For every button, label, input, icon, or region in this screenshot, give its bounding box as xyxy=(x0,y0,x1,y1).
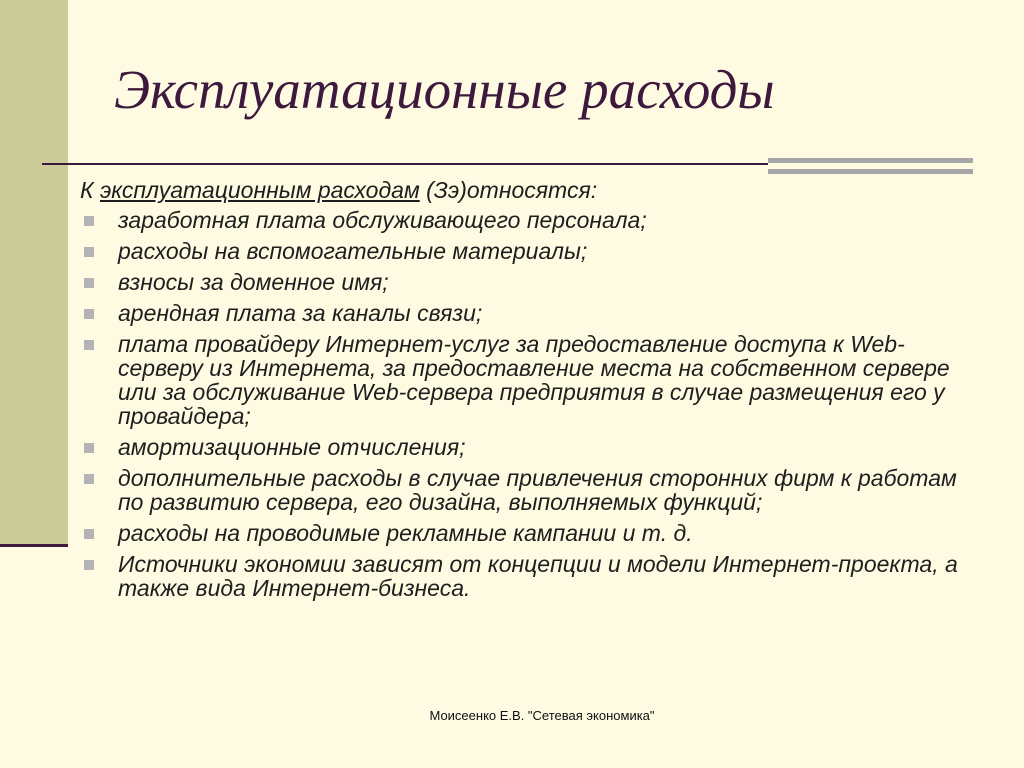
bullet-item-domain xyxy=(80,270,980,294)
intro-prefix: К xyxy=(80,177,100,203)
bullet-text: расходы на проводимые рекламные кампании и т. д. xyxy=(118,520,693,546)
bullet-text: расходы на вспомогательные материалы; xyxy=(118,238,588,264)
left-decorative-band xyxy=(0,0,68,545)
left-band-rule xyxy=(0,544,68,547)
square-bullet-icon xyxy=(84,443,94,453)
slide-footer: Моисеенко Е.В. "Сетевая экономика" xyxy=(429,708,655,723)
square-bullet-icon xyxy=(84,309,94,319)
bullet-item-savings xyxy=(80,552,980,600)
bullet-item-materials xyxy=(80,239,980,263)
bullet-item-depreciation xyxy=(80,435,980,459)
bullet-item-advertising xyxy=(80,521,980,545)
title-decorative-bars xyxy=(768,158,973,174)
bullet-text: плата провайдеру Интернет-услуг за предоставление доступа к Web-серверу из Интернета, за предоставление места на собственном сервере или за обслуживание Web-сервера предприятия в случае размещения его у провайдера; xyxy=(118,331,950,429)
bullet-text: дополнительные расходы в случае привлечения сторонних фирм к работам по развитию сервера, его дизайна, выполняемых функций; xyxy=(118,465,957,515)
square-bullet-icon xyxy=(84,560,94,570)
square-bullet-icon xyxy=(84,529,94,539)
decorative-bar xyxy=(768,158,973,163)
square-bullet-icon xyxy=(84,474,94,484)
square-bullet-icon xyxy=(84,216,94,226)
bullet-item-channels xyxy=(80,301,980,325)
square-bullet-icon xyxy=(84,247,94,257)
bullet-list xyxy=(80,208,980,600)
bullet-item-provider xyxy=(80,332,980,428)
square-bullet-icon xyxy=(84,278,94,288)
bullet-text: заработная плата обслуживающего персонала; xyxy=(118,207,647,233)
intro-suffix: (Зэ)относятся: xyxy=(419,177,598,203)
bullet-text: взносы за доменное имя; xyxy=(118,269,389,295)
bullet-text: амортизационные отчисления; xyxy=(118,434,466,460)
slide-body xyxy=(80,178,980,607)
bullet-text: Источники экономии зависят от концепции и модели Интернет-проекта, а также вида Интернет-бизнеса. xyxy=(118,551,958,601)
intro-underlined-term: эксплуатационным расходам xyxy=(99,177,420,203)
bullet-item-salary xyxy=(80,208,980,232)
bullet-item-third-party xyxy=(80,466,980,514)
slide-title: Эксплуатационные расходы xyxy=(114,59,775,120)
square-bullet-icon xyxy=(84,340,94,350)
title-underline-rule xyxy=(42,163,768,165)
decorative-bar xyxy=(768,169,973,174)
bullet-text: арендная плата за каналы связи; xyxy=(118,300,483,326)
intro-line xyxy=(80,178,980,202)
